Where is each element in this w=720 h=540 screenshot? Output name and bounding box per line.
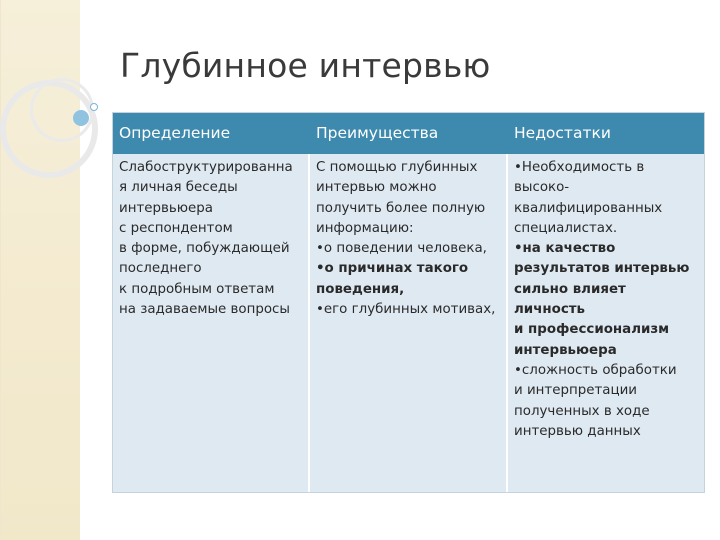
decorative-small-ring [90, 103, 98, 111]
header-advantages: Преимущества [316, 124, 439, 142]
cell-line: •Необходимость в [514, 160, 645, 175]
cell-line: С помощью глубинных [316, 160, 478, 175]
cell-line: •на качество [514, 241, 616, 257]
cell-line: сильно влияет личность [514, 281, 626, 318]
cell-line: интервью данных [514, 423, 641, 439]
cell-line: с респондентом [119, 220, 233, 236]
cell-line: интервьюера [119, 200, 213, 216]
cell-line: высоко- [514, 180, 570, 196]
cell-line: интервью можно [316, 180, 437, 196]
cell-line: и профессионализм [514, 322, 670, 338]
cell-line: специалистах. [514, 220, 618, 236]
cell-line: •о причинах такого [316, 261, 469, 277]
cell-line: последнего [119, 261, 202, 277]
cell-line: в форме, побуждающей [119, 241, 290, 257]
cell-line: и интерпретации [514, 383, 637, 399]
cell-line: Слабоструктурированна [119, 160, 293, 175]
cell-definition [113, 154, 310, 492]
cell-disadvantages [508, 154, 704, 492]
cell-line: результатов интервью [514, 261, 690, 277]
comparison-table [112, 112, 705, 493]
decorative-blue-dot [73, 110, 89, 126]
cell-advantages [310, 154, 508, 492]
cell-line: •о поведении человека, [316, 241, 487, 257]
cell-line: к подробным ответам [119, 281, 275, 297]
cell-line: интервьюера [514, 342, 617, 358]
cell-line: на задаваемые вопросы [119, 302, 290, 318]
cell-line: •сложность обработки [514, 362, 677, 378]
cell-line: квалифицированных [514, 200, 663, 216]
cell-line: •его глубинных мотивах, [316, 302, 496, 318]
cell-line: полученных в ходе [514, 403, 650, 419]
cell-line: информацию: [316, 220, 414, 236]
cell-line: получить более полную [316, 200, 486, 216]
table-header-row [113, 113, 704, 154]
cell-line: поведения, [316, 281, 405, 297]
slide-title: Глубинное интервью [120, 46, 491, 85]
cell-line: я личная беседы [119, 180, 238, 196]
table-body-row [113, 154, 704, 492]
header-definition: Определение [119, 124, 231, 142]
header-disadvantages: Недостатки [514, 124, 611, 142]
